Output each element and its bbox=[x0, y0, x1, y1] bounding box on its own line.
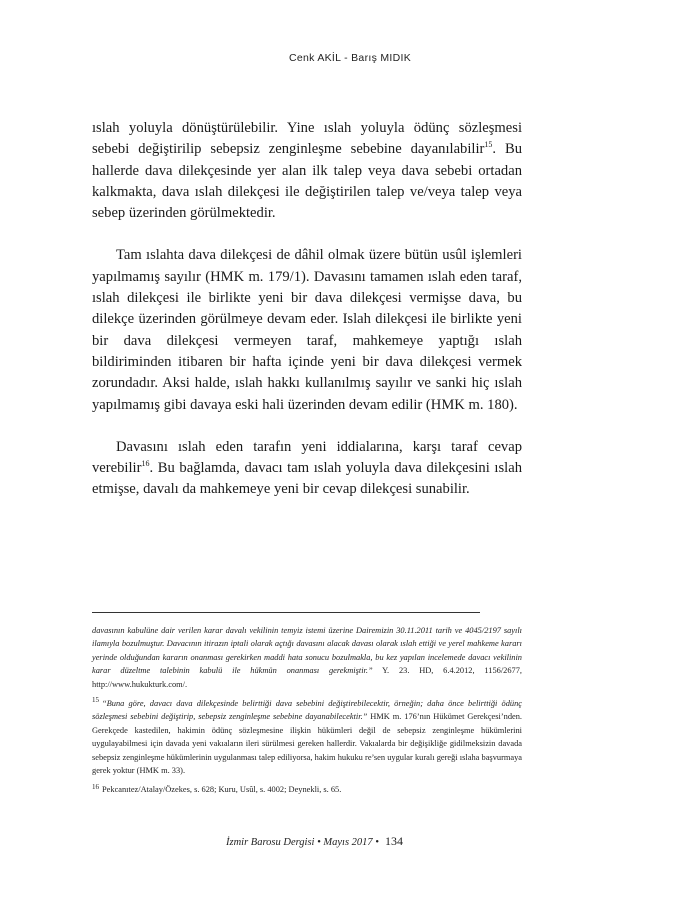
footnote-separator bbox=[92, 612, 480, 613]
paragraph-3-part-a: Davasını ıslah eden tarafın yeni iddialarına, karşı taraf cevap verebilir bbox=[92, 438, 522, 477]
footnote-15-text: HMK m. 176’nın Hükümet Gerekçesi’nden. Gerekçede kastedilen, hakimin ödünç sözleşmesine ilişkin hükümleri değil de sebepsiz zenginleşme hükümlerini uygulayabilmesi için davada yeni vakıaların ileri sürülmesi gereken hallerdir. Vakıalarda bir değişikliğe gidilmeksizin davada sebepsiz zenginleşme hükümlerinin uygulanması talep ediliyorsa, hakim hukuku re’sen uygular kuralı gereği ıslaha başvurmaya gerek yoktur (HMK m. 33). bbox=[92, 712, 523, 776]
footnote-16 bbox=[92, 783, 522, 796]
paragraph-2: Tam ıslahta dava dilekçesi de dâhil olmak üzere bütün usûl işlemleri yapılmamış sayılır (HMK m. 179/1). Davasını tamamen ıslah eden taraf, ıslah dilekçesi ile birlikte yeni bir dava dilekçesi vermişse dava, bu dilekçe üzerinden görülmeye devam eder. Islah dilekçesi ile birlikte yeni bir dava dilekçesi vermeyen taraf, mahkemeye yaptığı ıslah bildiriminden itibaren bir hafta içinde yeni bir dava dilekçesi vermek zorundadır. Aksi halde, ıslah hakkı kullanılmış sayılır ve sanki hiç ıslah yapılmamış gibi davaya eski hali üzerinden devam edilir (HMK m. 180). bbox=[92, 247, 522, 413]
running-header: Cenk AKİL - Barış MIDIK bbox=[288, 52, 412, 64]
footnote-continued-quote: davasının kabulüne dair verilen karar davalı vekilinin temyiz istemi üzerine Dairemizin 30.11.2011 tarih ve 4045/2197 sayılı ilamıyla bozulmuştur. Davacının itirazın iptali olarak açtığı davasını alacak davası olarak ıslah ettiği ve yerel mahkeme kararı yerinde olduğundan kararın onanması gerekirken maddi hata sonucu bozulmakla, bu kez yapılan incelemede davacı vekilinin karar düzeltme talebinin kabulü ile hükmün onanması gerekmiştir.” bbox=[92, 626, 522, 676]
footnote-15 bbox=[92, 697, 522, 777]
footnote-16-text: Pekcanıtez/Atalay/Özekes, s. 628; Kuru, Usûl, s. 4002; Deynekli, s. 65. bbox=[102, 785, 342, 795]
journal-name: İzmir Barosu Dergisi • Mayıs 2017 • bbox=[226, 837, 379, 848]
paragraph-1 bbox=[92, 118, 522, 224]
paragraph-3-part-b: . Bu bağlamda, davacı tam ıslah yoluyla dava dilekçesini ıslah etmişse, davalı da mahkemeye yeni bir cevap dilekçesi sunabilir. bbox=[92, 460, 522, 498]
footnote-continued-citation: Y. 23. HD, 6.4.2012, 1156/2677, http://www.hukukturk.com/. bbox=[92, 666, 522, 689]
main-text bbox=[92, 118, 522, 522]
footnotes bbox=[92, 624, 522, 803]
footnote-15-number: 15 bbox=[92, 696, 99, 705]
footnote-ref-15[interactable]: 15 bbox=[484, 140, 493, 150]
footnote-16-number: 16 bbox=[92, 782, 99, 791]
paragraph-1-part-a: ıslah yoluyla dönüştürülebilir. Yine ıslah yoluyla ödünç sözleşmesi sebebi değiştirilip sebepsiz zenginleşme sebebine dayanılabilir bbox=[92, 120, 522, 158]
page-number: 134 bbox=[385, 834, 403, 848]
footnote-continued bbox=[92, 624, 522, 691]
paragraph-3 bbox=[92, 437, 522, 501]
footnote-15-quote: “Buna göre, davacı dava dilekçesinde belirttiği dava sebebini değiştirebilecektir, örneğin; daha önce belirttiği ödünç sözleşmesi sebebini değiştirip, sebepsiz zenginleşme sebebine dayanabilecektir.” bbox=[92, 699, 522, 722]
page-footer bbox=[226, 834, 403, 849]
paragraph-1-part-b: . Bu hallerde dava dilekçesinde yer alan ilk talep veya dava sebebi ortadan kalkmakta, dava ıslah dilekçesi ile değiştirilen talep ve/veya talep veya sebep üzerinden görülmektedir. bbox=[92, 141, 523, 222]
footnote-ref-16[interactable]: 16 bbox=[141, 459, 150, 469]
